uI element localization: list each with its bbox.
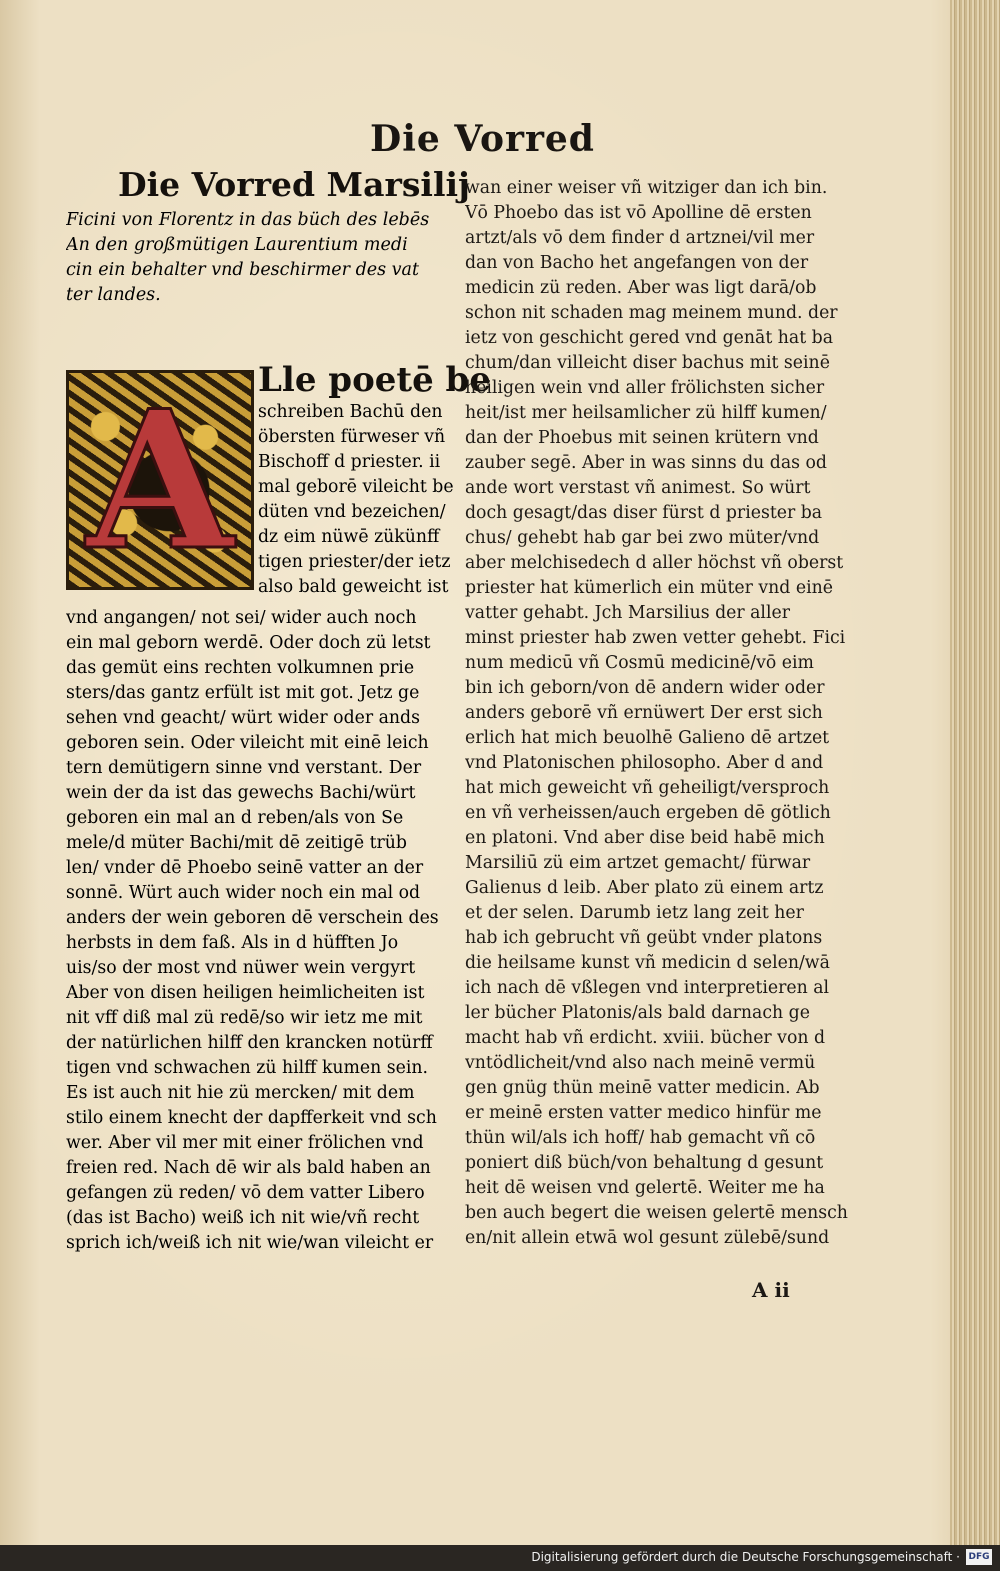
text-line: vnd Platonischen philosopho. Aber d and <box>465 753 824 773</box>
text-line: Vō Phoebo das ist vō Apolline dē ersten <box>465 203 812 223</box>
text-line: das gemüt eins rechten volkumnen prie <box>66 658 415 678</box>
text-line: gefangen zü reden/ vō dem vatter Libero <box>66 1183 425 1203</box>
text-line: len/ vnder dē Phoebo seinē vatter an der <box>66 858 424 878</box>
left-column <box>66 606 456 1256</box>
text-line: heiligen wein vnd aller frölichsten sicher <box>465 378 825 398</box>
page-edge <box>950 0 1000 1545</box>
text-line: Es ist auch nit hie zü mercken/ mit dem <box>66 1083 415 1103</box>
text-line: vatter gehabt. Jch Marsilius der aller <box>465 603 790 623</box>
dfg-logo: DFG <box>966 1549 992 1565</box>
text-line: wein der da ist das gewechs Bachi/würt <box>66 783 416 803</box>
text-line: priester hat kümerlich ein müter vnd einē <box>465 578 833 598</box>
title-line: cin ein behalter vnd beschirmer des vat <box>66 260 420 280</box>
text-line: bin ich geborn/von dē andern wider oder <box>465 678 825 698</box>
text-line: Marsiliū zü eim artzet gemacht/ fürwar <box>465 853 811 873</box>
text-line: hab ich gebrucht vñ geübt vnder platons <box>465 928 823 948</box>
text-line: anders geborē vñ ernüwert Der erst sich <box>465 703 823 723</box>
lead-line: dz eim nüwē zükünff <box>258 527 440 547</box>
text-line: artzt/als vō dem finder d artznei/vil mer <box>465 228 815 248</box>
lead-first-line: Lle poetē be <box>258 360 491 400</box>
text-line: dan von Bacho het angefangen von der <box>465 253 809 273</box>
text-line: wan einer weiser vñ witziger dan ich bin. <box>465 178 828 198</box>
text-line: sters/das gantz erfült ist mit got. Jetz ge <box>66 683 420 703</box>
text-line: ande wort verstast vñ animest. So würt <box>465 478 811 498</box>
text-line: medicin zü reden. Aber was ligt darā/ob <box>465 278 817 298</box>
text-line: en vñ verheissen/auch ergeben dē götlich <box>465 803 831 823</box>
lead-line: öbersten fürweser vñ <box>258 427 446 447</box>
text-line: sonnē. Würt auch wider noch ein mal od <box>66 883 421 903</box>
lead-line: tigen priester/der ietz <box>258 552 451 572</box>
text-line: heit dē weisen vnd gelertē. Weiter me ha <box>465 1178 825 1198</box>
text-line: ein mal geborn werdē. Oder doch zü letst <box>66 633 431 653</box>
text-line: nit vff diß mal zü redē/so wir ietz me mit <box>66 1008 423 1028</box>
text-line: chum/dan villeicht diser bachus mit seinē <box>465 353 830 373</box>
text-line: erlich hat mich beuolhē Galieno dē artzet <box>465 728 830 748</box>
title-heading: Die Vorred Marsilij <box>118 165 470 204</box>
text-line: mele/d müter Bachi/mit dē zeitigē trüb <box>66 833 407 853</box>
text-line: ietz von geschicht gered vnd genāt hat ba <box>465 328 834 348</box>
footer-bar <box>0 1545 1000 1571</box>
decorated-initial <box>66 370 254 590</box>
text-line: (das ist Bacho) weiß ich nit wie/vñ recht <box>66 1208 420 1228</box>
text-line: heit/ist mer heilsamlicher zü hilff kumen/ <box>465 403 827 423</box>
right-column <box>465 176 855 1251</box>
text-line: tern demütigern sinne vnd verstant. Der <box>66 758 422 778</box>
text-line: uis/so der most vnd nüwer wein vergyrt <box>66 958 416 978</box>
text-line: poniert diß büch/von behaltung d gesunt <box>465 1153 824 1173</box>
text-line: vntödlicheit/vnd also nach meinē vermü <box>465 1053 816 1073</box>
text-line: ben auch begert die weisen gelertē mensch <box>465 1203 848 1223</box>
text-line: chus/ gehebt hab gar bei zwo müter/vnd <box>465 528 820 548</box>
lead-line: düten vnd bezeichen/ <box>258 502 446 522</box>
text-line: Galienus d leib. Aber plato zü einem artz <box>465 878 824 898</box>
lead-line: also bald geweicht ist <box>258 577 449 597</box>
text-line: anders der wein geboren dē verschein des <box>66 908 439 928</box>
text-line: gen gnüg thün meinē vatter medicin. Ab <box>465 1078 820 1098</box>
text-line: die heilsame kunst vñ medicin d selen/wā <box>465 953 830 973</box>
title-line: Ficini von Florentz in das büch des lebēs <box>66 210 430 230</box>
text-line: en platoni. Vnd aber dise beid habē mich <box>465 828 825 848</box>
text-line: er meinē ersten vatter medico hinfür me <box>465 1103 822 1123</box>
text-line: ich nach dē vßlegen vnd interpretieren al <box>465 978 830 998</box>
text-line: doch gesagt/das diser fürst d priester ba <box>465 503 823 523</box>
text-line: sehen vnd geacht/ würt wider oder ands <box>66 708 420 728</box>
text-line: geboren ein mal an d reben/als von Se <box>66 808 404 828</box>
lead-text <box>258 360 491 600</box>
text-line: num medicū vñ Cosmū medicinē/vō eim <box>465 653 814 673</box>
running-head: Die Vorred <box>370 118 595 160</box>
lead-line: schreiben Bachū den <box>258 402 443 422</box>
footer-credit: Digitalisierung gefördert durch die Deutsche Forschungsgemeinschaft · <box>531 1550 960 1564</box>
text-line: vnd angangen/ not sei/ wider auch noch <box>66 608 417 628</box>
text-line: wer. Aber vil mer mit einer frölichen vnd <box>66 1133 424 1153</box>
title-block <box>66 208 456 308</box>
title-line: An den großmütigen Laurentium medi <box>66 235 408 255</box>
text-line: aber melchisedech d aller höchst vñ oberst <box>465 553 844 573</box>
text-line: sprich ich/weiß ich nit wie/wan vileicht er <box>66 1233 434 1253</box>
text-line: zauber segē. Aber in was sinns du das od <box>465 453 827 473</box>
text-line: stilo einem knecht der dapfferkeit vnd sch <box>66 1108 437 1128</box>
initial-letter: A <box>86 368 234 592</box>
text-line: ler bücher Platonis/als bald darnach ge <box>465 1003 810 1023</box>
text-line: dan der Phoebus mit seinen krütern vnd <box>465 428 819 448</box>
text-line: herbsts in dem faß. Als in d hüfften Jo <box>66 933 399 953</box>
signature-mark: A ii <box>752 1278 790 1302</box>
title-line: ter landes. <box>66 285 161 305</box>
lead-line: mal geborē vileicht be <box>258 477 454 497</box>
text-line: et der selen. Darumb ietz lang zeit her <box>465 903 804 923</box>
text-line: schon nit schaden mag meinem mund. der <box>465 303 838 323</box>
text-line: thün wil/als ich hoff/ hab gemacht vñ cō <box>465 1128 816 1148</box>
text-line: geboren sein. Oder vileicht mit einē leich <box>66 733 429 753</box>
text-line: tigen vnd schwachen zü hilff kumen sein. <box>66 1058 429 1078</box>
text-line: macht hab vñ erdicht. xviii. bücher von d <box>465 1028 826 1048</box>
text-line: Aber von disen heiligen heimlicheiten ist <box>66 983 425 1003</box>
lead-line: Bischoff d priester. ii <box>258 452 441 472</box>
text-line: der natürlichen hilff den krancken notürff <box>66 1033 433 1053</box>
text-line: hat mich geweicht vñ geheiligt/versproch <box>465 778 830 798</box>
text-line: freien red. Nach dē wir als bald haben an <box>66 1158 431 1178</box>
text-line: en/nit allein etwā wol gesunt zülebē/sund <box>465 1228 830 1248</box>
text-line: minst priester hab zwen vetter gehebt. Fici <box>465 628 846 648</box>
